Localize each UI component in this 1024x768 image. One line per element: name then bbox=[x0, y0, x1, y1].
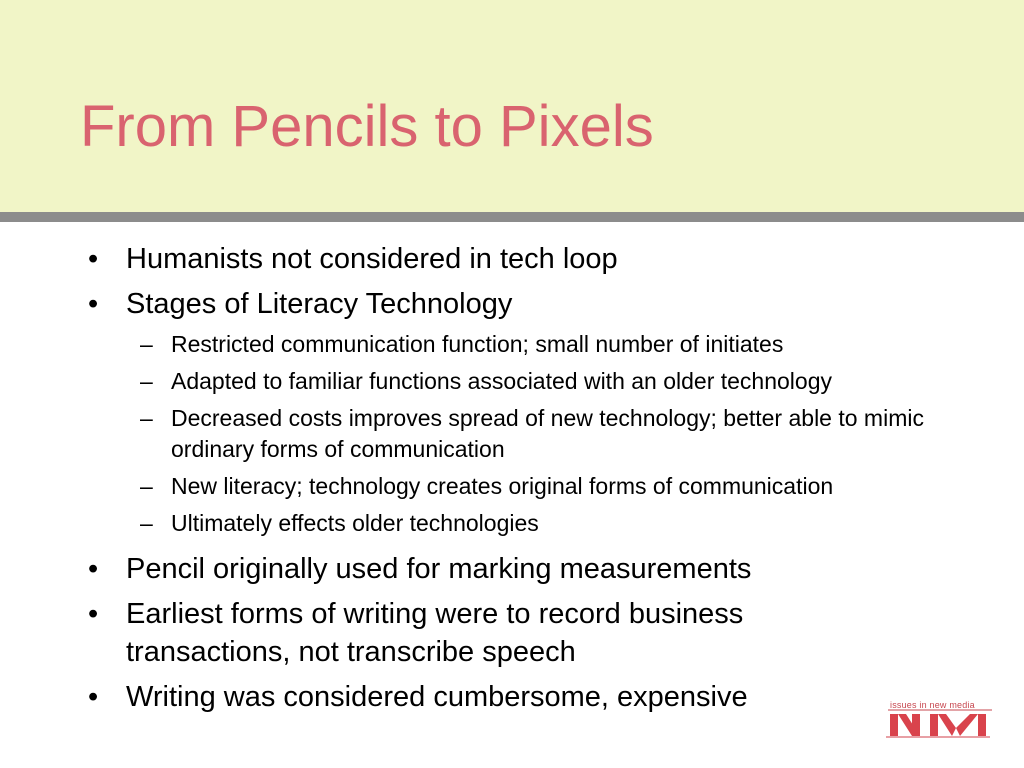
sub-bullet-text: Ultimately effects older technologies bbox=[171, 510, 539, 536]
dash-icon: – bbox=[140, 405, 153, 431]
sub-bullet-item bbox=[0, 366, 931, 397]
sub-bullet-item bbox=[0, 329, 931, 360]
logo-caption: issues in new media bbox=[890, 700, 975, 710]
nm-logo-icon bbox=[886, 700, 998, 740]
dash-icon: – bbox=[140, 510, 153, 536]
bullet-text: Writing was considered cumbersome, expensive bbox=[126, 681, 748, 713]
bullet-item bbox=[0, 285, 886, 323]
bullet-dot-icon: • bbox=[88, 681, 99, 713]
dash-icon: – bbox=[140, 331, 153, 357]
bullet-dot-icon: • bbox=[88, 598, 99, 630]
sub-bullet-item bbox=[0, 471, 931, 502]
sub-bullet-text: Decreased costs improves spread of new technology; better able to mimic ordinary forms of communication bbox=[171, 405, 924, 462]
dash-icon: – bbox=[140, 473, 153, 499]
slide-title: From Pencils to Pixels bbox=[80, 94, 654, 159]
sub-bullet-item bbox=[0, 508, 931, 539]
sub-bullet-text: New literacy; technology creates original forms of communication bbox=[171, 473, 834, 499]
sub-bullet-text: Adapted to familiar functions associated with an older technology bbox=[171, 368, 833, 394]
bullet-text: Earliest forms of writing were to record business transactions, not transcribe speech bbox=[126, 598, 744, 668]
bullet-dot-icon: • bbox=[88, 288, 99, 320]
bullet-item bbox=[0, 240, 886, 278]
bullet-dot-icon: • bbox=[88, 553, 99, 585]
bullet-text: Pencil originally used for marking measurements bbox=[126, 553, 752, 585]
issues-in-new-media-logo bbox=[886, 700, 998, 740]
bullet-text: Humanists not considered in tech loop bbox=[126, 243, 618, 275]
sub-bullet-text: Restricted communication function; small number of initiates bbox=[171, 331, 784, 357]
bullet-dot-icon: • bbox=[88, 243, 99, 275]
bullet-item bbox=[0, 595, 886, 671]
sub-bullet-item bbox=[0, 403, 931, 465]
slide-body bbox=[0, 240, 1024, 768]
bullet-item bbox=[0, 550, 886, 588]
bullet-text: Stages of Literacy Technology bbox=[126, 288, 513, 320]
title-divider bbox=[0, 212, 1024, 222]
bullet-item bbox=[0, 678, 886, 716]
dash-icon: – bbox=[140, 368, 153, 394]
